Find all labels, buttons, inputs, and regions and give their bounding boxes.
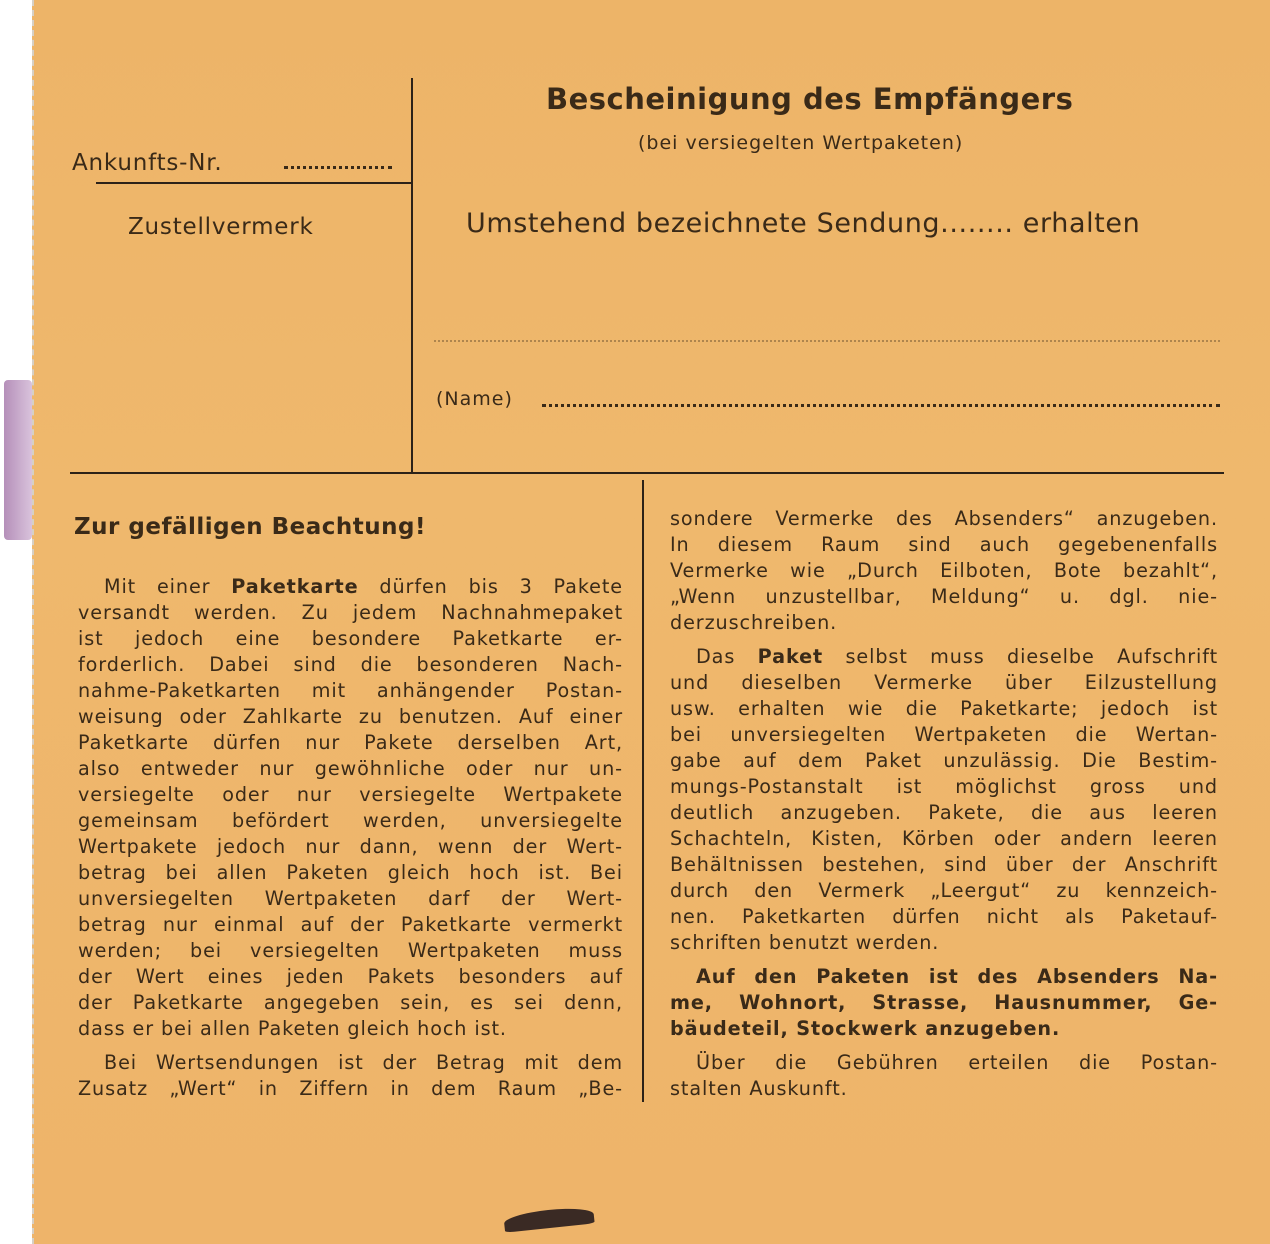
text-line: stalten Auskunft. bbox=[670, 1077, 848, 1100]
edge-tear bbox=[503, 1205, 594, 1232]
text-line: Mit einer Paketkarte dürfen bis 3 Pakete bbox=[104, 575, 623, 598]
text-line: schriften benutzt werden. bbox=[670, 931, 940, 954]
text-line: also entweder nur gewöhnliche oder nur un- bbox=[78, 757, 623, 780]
delivery-note-label: Zustellvermerk bbox=[128, 214, 314, 240]
text-line: Schachteln, Kisten, Körben oder andern leeren bbox=[670, 827, 1218, 850]
text-line: Paketkarte dürfen nur Pakete derselben Art, bbox=[78, 731, 623, 754]
text-line: der Wert eines jeden Pakets besonders auf bbox=[78, 965, 623, 988]
parcel-card-back bbox=[32, 0, 1270, 1244]
text-line: versiegelte oder nur versiegelte Wertpakete bbox=[78, 783, 623, 806]
arrival-number-field[interactable] bbox=[284, 166, 392, 169]
text-line: usw. erhalten wie die Paketkarte; jedoch ist bbox=[670, 697, 1218, 720]
text-line: und dieselben Vermerke über Eilzustellung bbox=[670, 671, 1218, 694]
text-line: deutlich anzugeben. Pakete, die aus leeren bbox=[670, 801, 1218, 824]
text-line: Das Paket selbst muss dieselbe Aufschrift bbox=[696, 645, 1218, 668]
text-line: Auf den Paketen ist des Absenders Na- bbox=[696, 965, 1218, 988]
text-line: Zusatz „Wert“ in Ziffern in dem Raum „Be- bbox=[78, 1077, 623, 1100]
text-line: gemeinsam befördert werden, unversiegelte bbox=[78, 809, 623, 832]
text-line: gabe auf dem Paket unzulässig. Die Bestim- bbox=[670, 749, 1218, 772]
text-line: Über die Gebühren erteilen die Postan- bbox=[696, 1051, 1218, 1074]
text-line: Wertpakete jedoch nur dann, wenn der Wert- bbox=[78, 835, 623, 858]
notes-heading: Zur gefälligen Beachtung! bbox=[74, 514, 426, 540]
text-line: dass er bei allen Paketen gleich hoch ist. bbox=[78, 1017, 507, 1040]
text-line: In diesem Raum sind auch gegebenenfalls bbox=[670, 533, 1218, 556]
column-divider bbox=[642, 480, 644, 1102]
text-line: bei unversiegelten Wertpaketen die Wertan- bbox=[670, 723, 1218, 746]
ink-stain bbox=[4, 380, 32, 540]
text-line: unversiegelten Wertpaketen darf der Wert- bbox=[78, 887, 623, 910]
paragraph-gap bbox=[670, 1042, 1218, 1050]
text-line: forderlich. Dabei sind die besonderen Nach- bbox=[78, 653, 623, 676]
text-line: durch den Vermerk „Leergut“ zu kennzeich- bbox=[670, 879, 1218, 902]
signature-line-upper[interactable] bbox=[434, 340, 1220, 342]
text-line: Vermerke wie „Durch Eilboten, Bote bezahlt“, bbox=[670, 559, 1218, 582]
text-line: weisung oder Zahlkarte zu benutzen. Auf einer bbox=[78, 705, 623, 728]
text-line: betrag nur einmal auf der Paketkarte vermerkt bbox=[78, 913, 623, 936]
arrival-number-label: Ankunfts-Nr. bbox=[72, 150, 223, 176]
text-line: Behältnissen bestehen, sind über der Anschrift bbox=[670, 853, 1218, 876]
text-line: „Wenn unzustellbar, Meldung“ u. dgl. nie- bbox=[670, 585, 1218, 608]
upper-divider bbox=[411, 78, 413, 472]
text-line: sondere Vermerke des Absenders“ anzugeben. bbox=[670, 507, 1218, 530]
text-line: bäudeteil, Stockwerk anzugeben. bbox=[670, 1017, 1061, 1040]
receipt-statement: Umstehend bezeichnete Sendung........ erhalten bbox=[466, 208, 1141, 239]
text-line: nahme-Paketkarten mit anhängender Postan- bbox=[78, 679, 623, 702]
section-rule bbox=[70, 472, 1224, 474]
text-line: mungs-Postanstalt ist möglichst gross und bbox=[670, 775, 1218, 798]
name-field[interactable] bbox=[542, 404, 1220, 407]
left-box-rule bbox=[96, 182, 412, 184]
text-line: derzuschreiben. bbox=[670, 611, 838, 634]
paragraph-gap bbox=[670, 636, 1218, 644]
text-line: versandt werden. Zu jedem Nachnahmepaket bbox=[78, 601, 623, 624]
paragraph-gap bbox=[78, 1042, 623, 1050]
name-label: (Name) bbox=[436, 388, 513, 410]
text-line: ist jedoch eine besondere Paketkarte er- bbox=[78, 627, 623, 650]
notes-left-column bbox=[78, 574, 623, 1102]
text-line: der Paketkarte angegeben sein, es sei denn, bbox=[78, 991, 623, 1014]
paragraph-gap bbox=[670, 956, 1218, 964]
text-line: betrag bei allen Paketen gleich hoch ist. Bei bbox=[78, 861, 623, 884]
text-line: me, Wohnort, Strasse, Hausnummer, Ge- bbox=[670, 991, 1218, 1014]
receipt-title: Bescheinigung des Empfängers bbox=[546, 82, 1074, 116]
receipt-subtitle: (bei versiegelten Wertpaketen) bbox=[638, 132, 964, 154]
notes-right-column bbox=[670, 506, 1218, 1102]
text-line: werden; bei versiegelten Wertpaketen muss bbox=[78, 939, 623, 962]
text-line: Bei Wertsendungen ist der Betrag mit dem bbox=[104, 1051, 623, 1074]
text-line: nen. Paketkarten dürfen nicht als Paketauf- bbox=[670, 905, 1218, 928]
